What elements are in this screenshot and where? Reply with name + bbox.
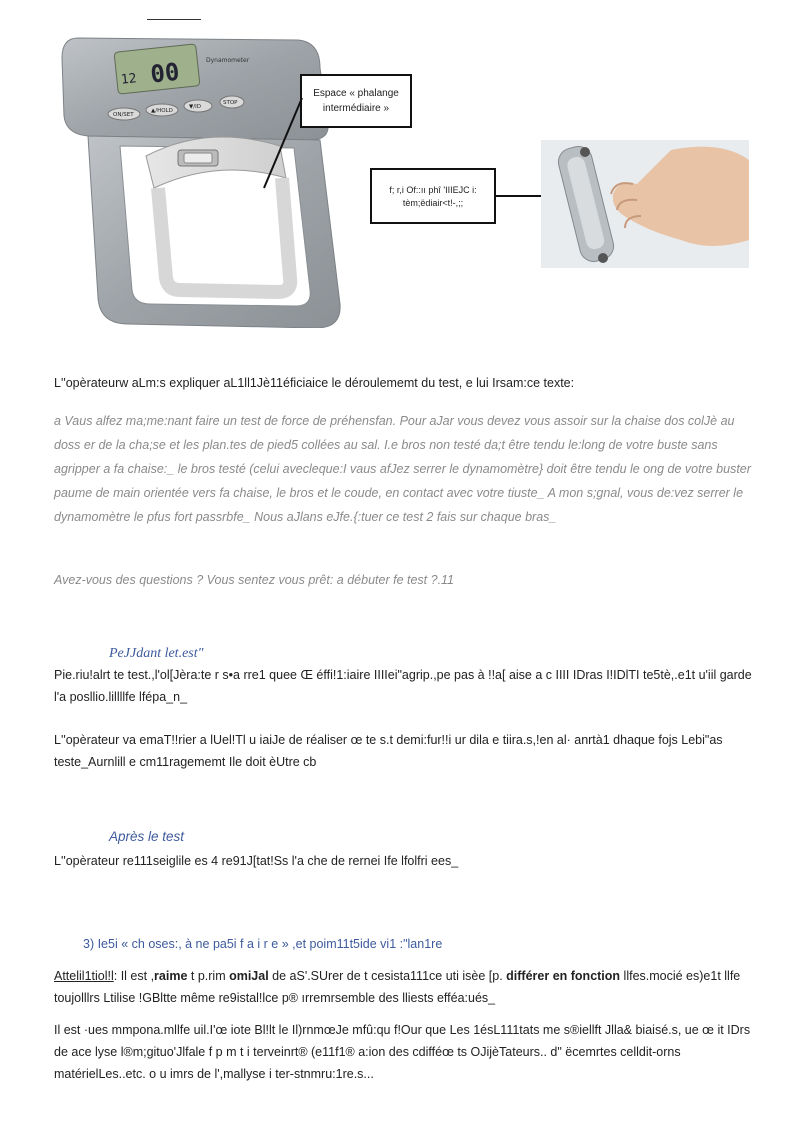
top-rule <box>147 19 201 20</box>
button-id-label: ▼/ID <box>189 104 201 110</box>
attention-bold-1: raime <box>154 969 188 983</box>
operator-encourage-paragraph: L''opèrateur va emaT!!rier a lUel!Tl u iaiJe de réaliser œ te s.t demi:fur!!i ur dila e tiira.s,!en al· anrtà1 dhaque fojs Lebi"as teste_Aurnlill e cm11ragememt Ile doit èUtre cb <box>54 733 723 769</box>
intro-paragraph: L''opèrateurw aLm:s expliquer aL1ll1Jè11éficiaice le déroulememt du test, e lui Irsam:ce texte: <box>54 376 575 390</box>
callout-secondary <box>370 168 496 224</box>
attention-text-e: llfes.mocié es)e1t llfe toujolllrs Ltilise !GBltte même re9istal!lce p® ırremrsemble des lliests efféa:ués_ <box>54 969 741 1005</box>
brand-label: Dynamometer <box>206 57 250 64</box>
lcd-left: 12 <box>120 71 138 88</box>
attention-paragraph <box>54 965 758 1009</box>
lcd-value: 00 <box>149 57 181 89</box>
button-stop-label: STOP <box>223 100 238 106</box>
button-on-set-label: ON/SET <box>113 112 134 118</box>
section-3-heading: 3) Ie5i « ch oses:, à ne pa5i f a i r e » ,et poim11t5ide vi1 :"lan1re <box>83 937 443 951</box>
attention-text-c: t p.rim <box>187 969 230 983</box>
callout-phalange-text: Espace « phalange intermédiaire » <box>313 88 399 114</box>
attention-bold-2: omiJal <box>229 969 269 983</box>
dynamometer-image <box>58 28 348 328</box>
attention-bold-3: différer en fonction <box>506 969 621 983</box>
callout-connector-line <box>496 195 544 197</box>
heading-during-test: PeJJdant let.est" <box>109 646 204 661</box>
attention-text-d: de aS'.SUrer de t cesista111ce uti isèe [p. <box>268 969 507 983</box>
during-test-paragraph: Pie.riu!alrt te test.,l'ol[Jèra:te r s•a rre1 quee Œ éffi!1:iaire IIIIei"agrip.,pe pas à !!a[ aise a c IIII IDras I!IDlTI te5tè,.e1t u'iil garde l'a posllio.lillllfe lfépa_n_ <box>54 668 752 704</box>
heading-after-test: Après le test <box>109 829 185 844</box>
attention-label: Attelil1tiol!l <box>54 969 114 983</box>
callout-phalange <box>300 74 412 128</box>
callout-pointer-line <box>262 96 304 190</box>
hand-grip-photo <box>541 140 749 268</box>
after-test-paragraph: L''opèrateur re111seiglile es 4 re91J[tat!Ss l'a che de rernei Ife lfolfri ees_ <box>54 854 459 868</box>
importance-paragraph: Il est ·ues mmpona.mllfe uil.I'œ iote Bl!lt le Il)rnmœJe mfû:qu f!Our que Les 1ésL111tats me s®iellft Jlla& biaisé.s, ue œ it IDrs de ace lyse l®m;gituo'Jlfale f p m t i terveinrt® (e11f1® a:ion des cdifféœ ts OJijèTateurs.. d" ëcemrtes celldit-orns matérielLes..etc. o u imrs de l',mallyse i ter-stnmru:1re.s... <box>54 1023 751 1081</box>
instruction-quote: a Vaus alfez ma;me:nant faire un test de force de préhensfan. Pour aJar vous devez vous assoir sur la chaise dos colJè au doss er de la cha;se et les plan.tes de pied5 collées au sal. I.e bros non testé da;t être tendu le:long de votre buste sans agripper a fa chaise:_ le bros testé (celui avecleque:I vaus afJez serrer le dynamomètre} doit être tendu le ong de votre buster paume de main orientée vers fa chaise, le bros et le coude, en contact avec votre tiuste_ A mon s;gnal, vous de:vez serrer le dynamomètre le pfus fort passrbfe_ Nous aJlans eJfe.{:tuer ce test 2 fais sur chaque bras_ <box>54 414 751 524</box>
question-quote: Avez-vous des questions ? Vous sentez vous prêt: a débuter fe test ?.11 <box>54 573 455 587</box>
attention-text-a: : Il est , <box>113 969 155 983</box>
button-hold-label: ▲/HOLD <box>151 108 173 114</box>
callout-secondary-text: f; r,i Of::ıı phî 'IIIEJC i: tèm;ëdiair<t!-,;; <box>389 185 477 208</box>
